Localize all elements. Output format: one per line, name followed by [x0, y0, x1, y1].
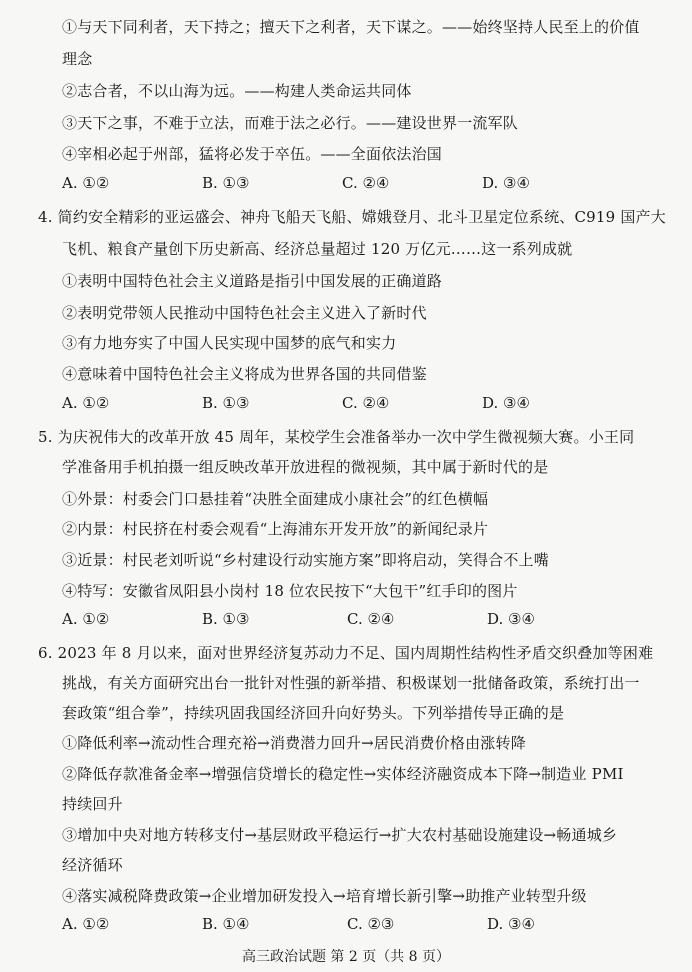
q3-item-3: ③天下之事，不难于立法，而难于法之必行。——建设世界一流军队: [62, 114, 519, 132]
q6-option-c: C. ②③: [347, 915, 395, 933]
q4-option-d: D. ③④: [482, 394, 530, 412]
q6-item-2-line-1: ②降低存款准备金率→增强信贷增长的稳定性→实体经济融资成本下降→制造业 PMI: [62, 765, 624, 783]
q6-stem-line-2: 挑战，有关方面研究出台一批针对性强的新举措、积极谋划一批储备政策，系统打出一: [62, 674, 640, 692]
q5-item-1: ①外景：村委会门口悬挂着“决胜全面建成小康社会”的红色横幅: [62, 490, 489, 508]
q5-item-3: ③近景：村民老刘听说“乡村建设行动实施方案”即将启动，笑得合不上嘴: [62, 551, 549, 569]
q3-item-4: ④宰相必起于州部，猛将必发于卒伍。——全面依法治国: [62, 145, 443, 163]
q5-item-2: ②内景：村民挤在村委会观看“上海浦东开发开放”的新闻纪录片: [62, 520, 489, 538]
q5-item-4: ④特写：安徽省凤阳县小岗村 18 位农民按下“大包干”红手印的图片: [62, 582, 518, 600]
q4-option-a: A. ①②: [62, 394, 110, 412]
q3-option-d: D. ③④: [482, 174, 530, 192]
q6-stem-line-3: 套政策“组合拳”，持续巩固我国经济回升向好势头。下列举措传导正确的是: [62, 704, 565, 722]
q4-stem-line-1: 4. 简约安全精彩的亚运盛会、神舟飞船天飞船、嫦娥登月、北斗卫星定位系统、C919 国产大: [38, 208, 666, 226]
q6-stem-line-1: 6. 2023 年 8 月以来，面对世界经济复苏动力不足、国内周期性结构性矛盾交织叠加等困难: [38, 644, 654, 662]
q3-option-b: B. ①③: [202, 174, 250, 192]
q3-option-a: A. ①②: [62, 174, 110, 192]
q5-option-c: C. ②④: [347, 610, 395, 628]
q3-option-c: C. ②④: [342, 174, 390, 192]
q5-stem-line-1: 5. 为庆祝伟大的改革开放 45 周年，某校学生会准备举办一次中学生微视频大赛。小王同: [38, 428, 635, 446]
q6-item-3-line-2: 经济循环: [62, 856, 123, 874]
q4-stem-line-2: 飞机、粮食产量创下历史新高、经济总量超过 120 万亿元……这一系列成就: [62, 240, 573, 258]
q4-option-c: C. ②④: [342, 394, 390, 412]
q6-option-a: A. ①②: [62, 915, 110, 933]
q5-option-d: D. ③④: [487, 610, 535, 628]
q4-option-b: B. ①③: [202, 394, 250, 412]
page-footer: 高三政治试题 第 2 页（共 8 页）: [241, 949, 451, 965]
q4-item-1: ①表明中国特色社会主义道路是指引中国发展的正确道路: [62, 272, 443, 290]
q3-item-2: ②志合者，不以山海为远。——构建人类命运共同体: [62, 82, 412, 100]
q6-item-1: ①降低利率→流动性合理充裕→消费潜力回升→居民消费价格由涨转降: [62, 734, 526, 752]
q4-item-2: ②表明党带领人民推动中国特色社会主义进入了新时代: [62, 304, 427, 322]
q4-item-3: ③有力地夯实了中国人民实现中国梦的底气和实力: [62, 334, 397, 352]
q6-item-3-line-1: ③增加中央对地方转移支付→基层财政平稳运行→扩大农村基础设施建设→畅通城乡: [62, 826, 618, 844]
q5-option-b: B. ①③: [202, 610, 250, 628]
q5-option-a: A. ①②: [62, 610, 110, 628]
q4-item-4: ④意味着中国特色社会主义将成为世界各国的共同借鉴: [62, 365, 427, 383]
q6-item-4: ④落实减税降费政策→企业增加研发投入→培育增长新引擎→助推产业转型升级: [62, 887, 587, 905]
q6-item-2-line-2: 持续回升: [62, 795, 123, 813]
q6-option-b: B. ①④: [202, 915, 250, 933]
q3-item-1-line-1: ①与天下同利者，天下持之；擅天下之利者，天下谋之。——始终坚持人民至上的价值: [62, 18, 640, 36]
q5-stem-line-2: 学准备用手机拍摄一组反映改革开放进程的微视频，其中属于新时代的是: [62, 458, 549, 476]
q6-option-d: D. ③④: [487, 915, 535, 933]
q3-item-1-line-2: 理念: [62, 50, 93, 68]
